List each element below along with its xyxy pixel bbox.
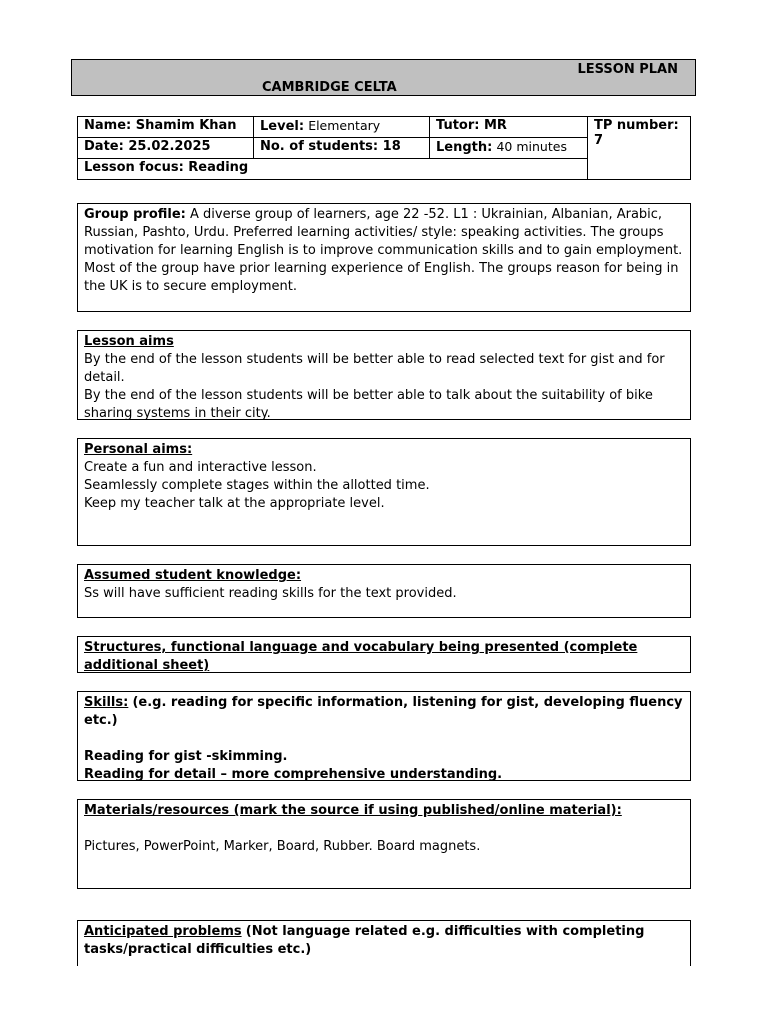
tp-number-cell: TP number: 7 bbox=[588, 117, 691, 180]
structures-label: Structures, functional language and vocabulary being presented (complete additional sheet) bbox=[84, 640, 638, 673]
date-cell: Date: 25.02.2025 bbox=[78, 138, 254, 159]
assumed-knowledge-label: Assumed student knowledge: bbox=[84, 568, 302, 583]
skills-hint: (e.g. reading for specific information, listening for gist, developing fluency etc.) bbox=[84, 695, 683, 728]
personal-aim-2: Seamlessly complete stages within the allotted time. bbox=[84, 478, 430, 493]
group-profile-text: A diverse group of learners, age 22 -52. L1 : Ukrainian, Albanian, Arabic, Russian, Pashto, Urdu. Preferred learning activities/ style: speaking activities. The groups motivation for learning English is to improve communication skills and to gain employment. Most of the group have prior learning experience of English. The groups reason for being in the UK is to secure employment. bbox=[84, 207, 683, 294]
skill-1: Reading for gist -skimming. bbox=[84, 749, 288, 764]
materials-label: Materials/resources (mark the source if using published/online material): bbox=[84, 803, 622, 818]
name-cell: Name: Shamim Khan bbox=[78, 117, 254, 138]
lesson-focus-cell: Lesson focus: Reading bbox=[78, 159, 588, 180]
anticipated-problems-box bbox=[77, 920, 691, 966]
tutor-cell: Tutor: MR bbox=[430, 117, 588, 138]
level-cell bbox=[254, 117, 430, 138]
structures-box bbox=[77, 636, 691, 673]
lesson-aims-label: Lesson aims bbox=[84, 334, 174, 349]
lesson-aim-1: By the end of the lesson students will be better able to read selected text for gist and for detail. bbox=[84, 352, 665, 385]
personal-aim-1: Create a fun and interactive lesson. bbox=[84, 460, 317, 475]
personal-aim-3: Keep my teacher talk at the appropriate level. bbox=[84, 496, 385, 511]
personal-aims-box bbox=[77, 438, 691, 546]
assumed-knowledge-text: Ss will have sufficient reading skills for the text provided. bbox=[84, 586, 457, 601]
anticipated-problems-hint: (Not language related e.g. difficulties with completing tasks/practical difficulties etc.) bbox=[84, 924, 645, 957]
group-profile-label: Group profile: bbox=[84, 207, 186, 222]
length-cell bbox=[430, 138, 588, 159]
skills-box bbox=[77, 691, 691, 781]
lesson-aims-box bbox=[77, 330, 691, 420]
anticipated-problems-label: Anticipated problems bbox=[84, 924, 242, 939]
group-profile-box bbox=[77, 203, 691, 312]
lesson-info-table bbox=[77, 116, 691, 180]
document-header bbox=[71, 59, 696, 96]
assumed-knowledge-box bbox=[77, 564, 691, 618]
level-value: Elementary bbox=[308, 118, 381, 133]
lesson-aim-2: By the end of the lesson students will be better able to talk about the suitability of bike sharing systems in their city. bbox=[84, 388, 653, 421]
materials-text: Pictures, PowerPoint, Marker, Board, Rubber. Board magnets. bbox=[84, 839, 481, 854]
header-title: LESSON PLAN bbox=[577, 62, 678, 77]
personal-aims-label: Personal aims: bbox=[84, 442, 193, 457]
level-label: Level: bbox=[260, 119, 305, 134]
length-value: 40 minutes bbox=[496, 139, 567, 154]
length-label: Length: bbox=[436, 140, 493, 155]
skill-2: Reading for detail – more comprehensive understanding. bbox=[84, 767, 503, 782]
header-subtitle: CAMBRIDGE CELTA bbox=[262, 80, 397, 95]
students-cell: No. of students: 18 bbox=[254, 138, 430, 159]
skills-label: Skills: bbox=[84, 695, 129, 710]
materials-box bbox=[77, 799, 691, 889]
